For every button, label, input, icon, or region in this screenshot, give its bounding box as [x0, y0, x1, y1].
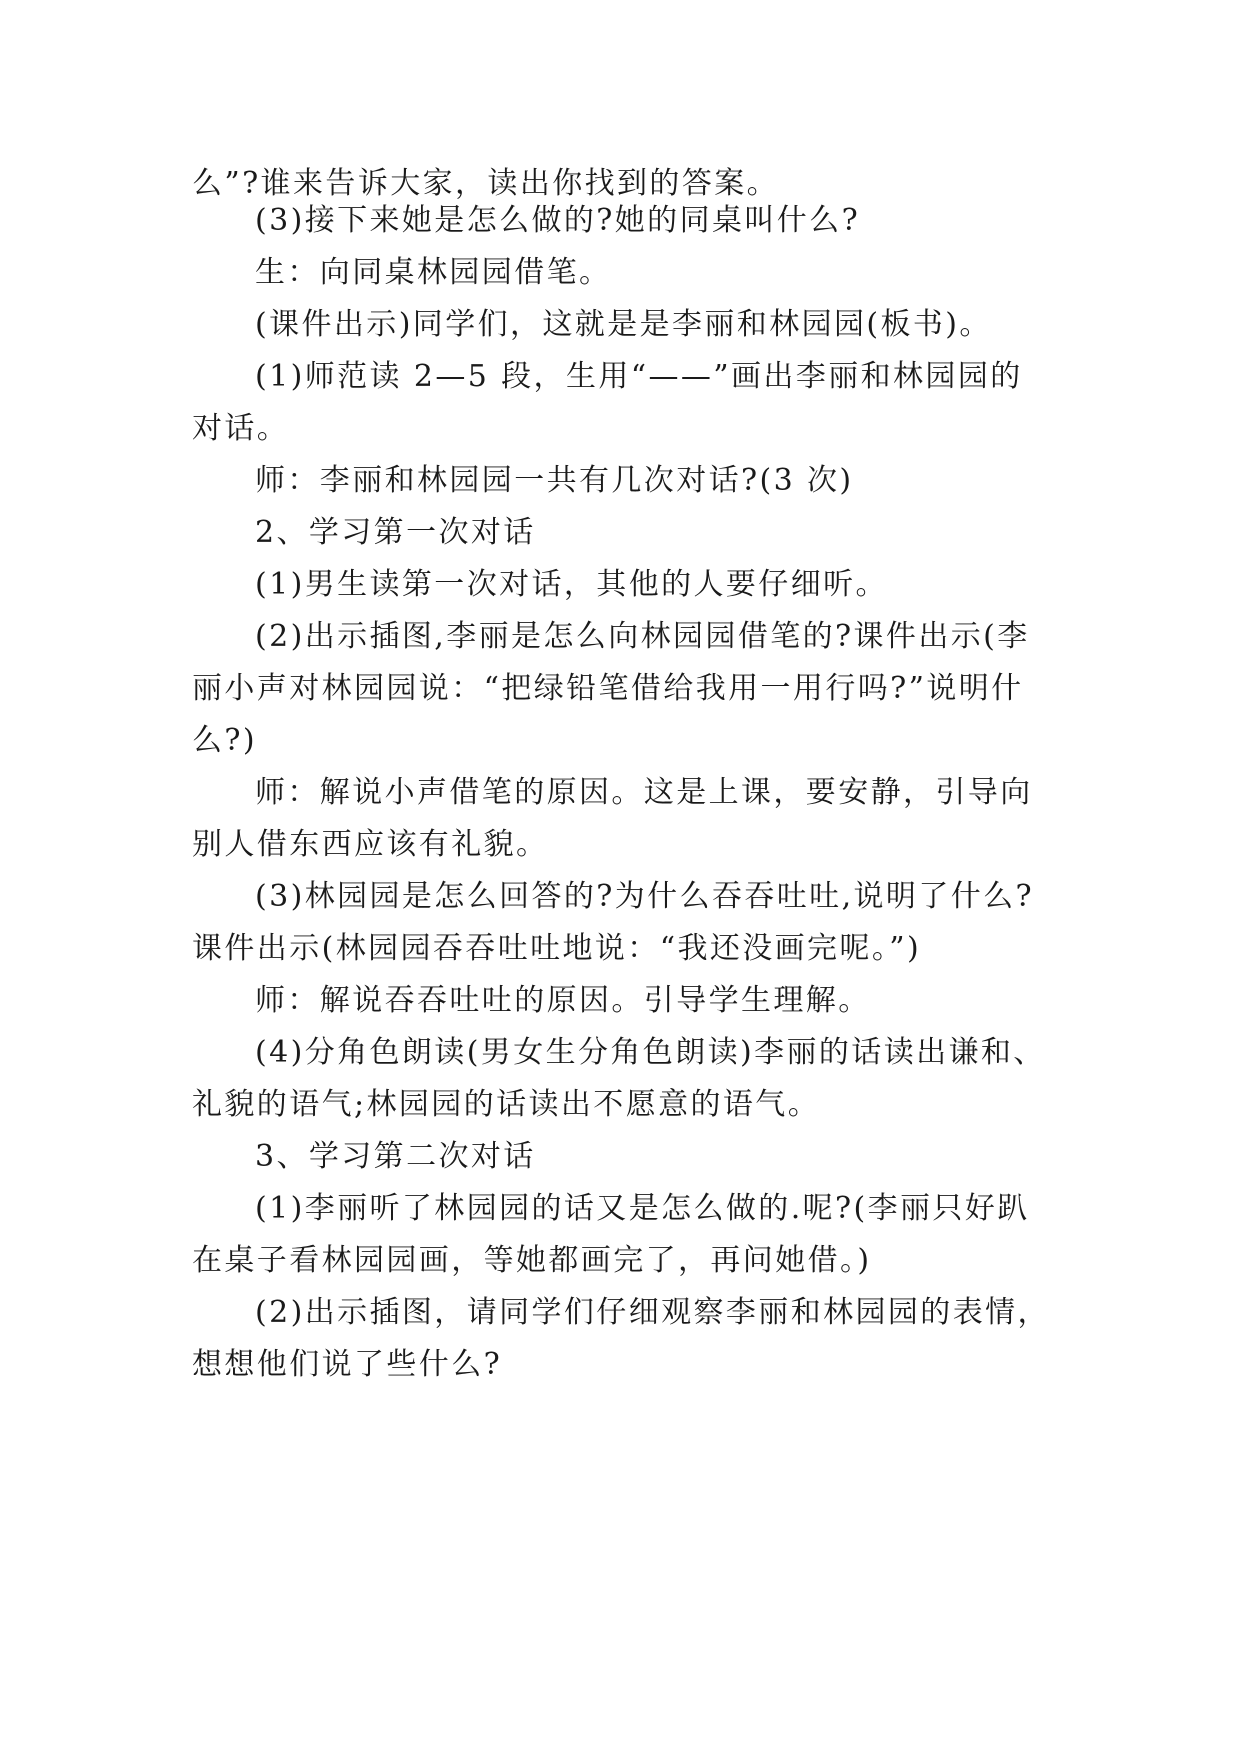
text-line: 师：解说小声借笔的原因。这是上课，要安静，引导向 — [255, 775, 1033, 810]
text-line: 课件出示(林园园吞吞吐吐地说：“我还没画完呢。”) — [192, 931, 922, 966]
text-line: 想想他们说了些什么? — [192, 1347, 503, 1382]
text-line: 么”?谁来告诉大家，读出你找到的答案。 — [192, 166, 780, 201]
text-line: (1)师范读 2—5 段，生用“——”画出李丽和林园园的 — [255, 359, 1023, 394]
text-line: 对话。 — [192, 411, 290, 446]
text-line: 生：向同桌林园园借笔。 — [255, 255, 612, 290]
text-line: (4)分角色朗读(男女生分角色朗读)李丽的话读出谦和、 — [255, 1035, 1046, 1070]
text-line: 礼貌的语气;林园园的话读出不愿意的语气。 — [192, 1087, 821, 1122]
text-line: 么?) — [192, 723, 257, 758]
section-heading: 3、学习第二次对话 — [255, 1139, 536, 1174]
text-line: 在桌子看林园园画，等她都画完了，再问她借。) — [192, 1243, 872, 1278]
section-heading: 2、学习第一次对话 — [255, 515, 536, 550]
text-line: (1)男生读第一次对话，其他的人要仔细听。 — [255, 567, 888, 602]
text-line: (2)出示插图，请同学们仔细观察李丽和林园园的表情， — [255, 1295, 1050, 1330]
text-line: (2)出示插图,李丽是怎么向林园园借笔的?课件出示(李 — [255, 619, 1030, 654]
text-line: 师：李丽和林园园一共有几次对话?(3 次) — [255, 463, 854, 498]
text-line: 丽小声对林园园说：“把绿铅笔借给我用一用行吗?”说明什 — [192, 671, 1024, 706]
text-line: (1)李丽听了林园园的话又是怎么做的.呢?(李丽只好趴 — [255, 1191, 1030, 1226]
text-line: (3)林园园是怎么回答的?为什么吞吞吐吐,说明了什么? — [255, 879, 1034, 914]
text-line: 别人借东西应该有礼貌。 — [192, 827, 549, 862]
text-line: (3)接下来她是怎么做的?她的同桌叫什么? — [255, 203, 861, 238]
text-line: (课件出示)同学们，这就是是李丽和林园园(板书)。 — [255, 307, 992, 342]
text-line: 师：解说吞吞吐吐的原因。引导学生理解。 — [255, 983, 871, 1018]
